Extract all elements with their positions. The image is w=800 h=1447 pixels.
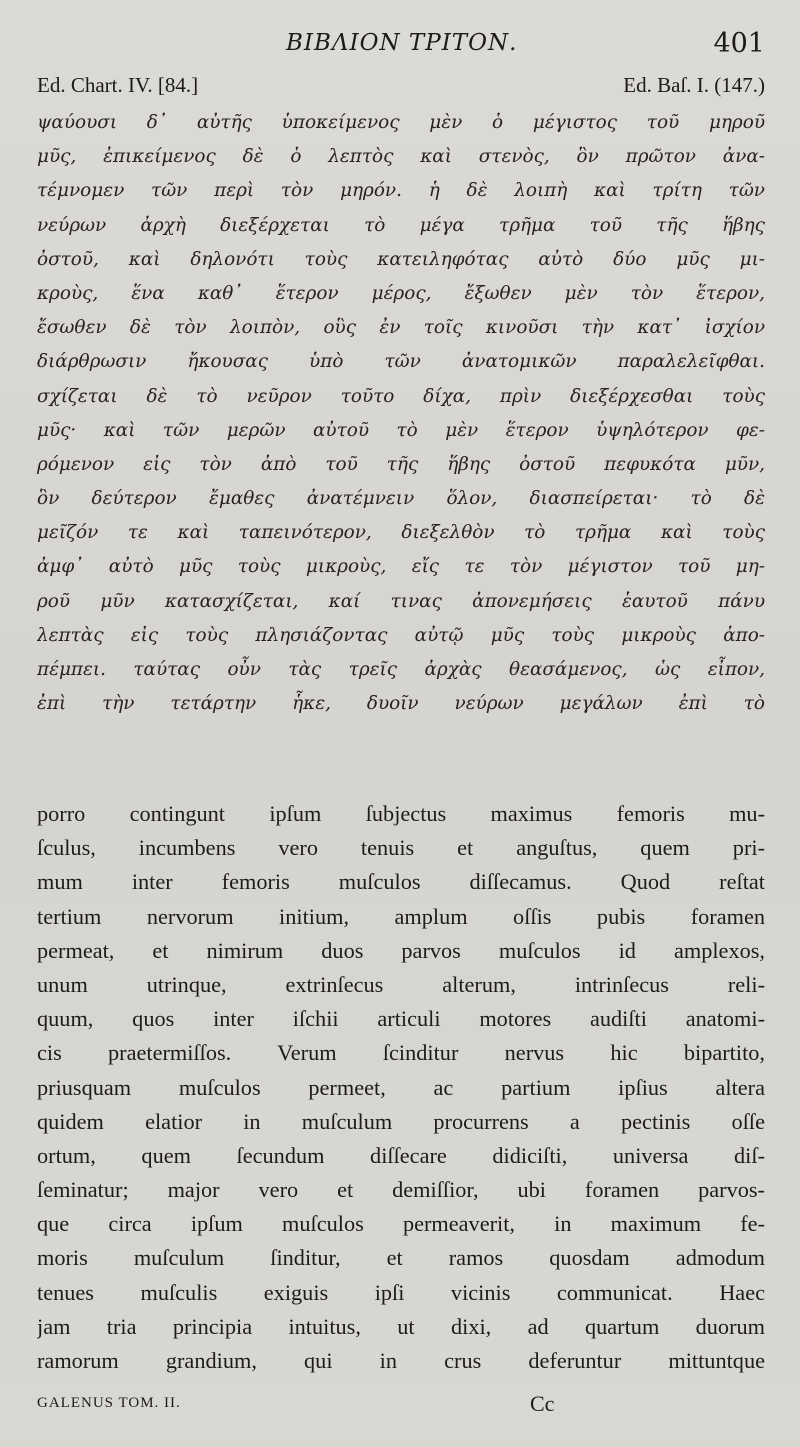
latin-text-line: ramorum grandium, qui in crus deferuntur mittuntque: [37, 1348, 765, 1373]
greek-text-line: ρόμενον εἰς τὸν ἀπὸ τοῦ τῆς ἥβης ὀστοῦ πεφυκότα μῦν,: [37, 453, 765, 475]
latin-text-line: ſculus, incumbens vero tenuis et anguſtus, quem pri-: [37, 835, 765, 861]
page-footer: [37, 1393, 765, 1421]
latin-text-line: unum utrinque, extrinſecus alterum, intrinſecus reli-: [37, 971, 765, 997]
greek-text-line: λεπτὰς εἰς τοὺς πλησιάζοντας αὐτῷ μῦς τοὺς μικροὺς ἀπο-: [37, 624, 765, 646]
edition-reference-chart: Ed. Chart. IV. [84.]: [37, 73, 199, 97]
latin-text-line: quidem elatior in muſculum procurrens a pectinis oſſe: [37, 1108, 765, 1134]
running-head: [0, 30, 800, 60]
latin-text-line: quum, quos inter iſchii articuli motores audiſti anatomi-: [37, 1006, 765, 1032]
edition-references: [37, 73, 765, 101]
greek-text-line: μεῖζόν τε καὶ ταπεινότερον, διεξελθὸν τὸ τρῆμα καὶ τοὺς: [37, 522, 765, 544]
latin-text-line: tertium nervorum initium, amplum oſſis pubis foramen: [37, 903, 765, 929]
greek-text-line: σχίζεται δὲ τὸ νεῦρον τοῦτο δίχα, πρὶν διεξέρχεσθαι τοὺς: [37, 385, 765, 407]
greek-text-line: ψαύουσι δ᾽ αὐτῆς ὑποκείμενος μὲν ὁ μέγιστος τοῦ μηροῦ: [37, 112, 765, 133]
greek-text-line: νεύρων ἀρχὴ διεξέρχεται τὸ μέγα τρῆμα τοῦ τῆς ἥβης: [37, 214, 765, 236]
latin-text-line: jam tria principia intuitus, ut dixi, ad quartum duorum: [37, 1313, 765, 1339]
greek-text-line: πέμπει. ταύτας οὖν τὰς τρεῖς ἀρχὰς θεασάμενος, ὡς εἶπον,: [37, 659, 765, 680]
latin-text-line: ortum, quem ſecundum diſſecare didiciſti, universa diſ-: [37, 1142, 765, 1168]
latin-text-line: ſeminatur; major vero et demiſſior, ubi foramen parvos-: [37, 1177, 765, 1203]
greek-text-line: ὃν δεύτερον ἔμαθες ἀνατέμνειν ὅλον, διασπείρεται· τὸ δὲ: [37, 488, 765, 510]
footer-signature: GALENUS TOM. II.: [37, 1395, 181, 1411]
latin-text-line: que circa ipſum muſculos permeaverit, in maximum fe-: [37, 1211, 765, 1237]
latin-text-line: priusquam muſculos permeet, ac partium ipſius altera: [37, 1074, 765, 1100]
greek-text-line: διάρθρωσιν ἤκουσας ὑπὸ τῶν ἀνατομικῶν παραλελεῖφθαι.: [37, 351, 765, 373]
latin-text-line: tenues muſculis exiguis ipſi vicinis communicat. Haec: [37, 1279, 765, 1305]
greek-text-line: ὀστοῦ, καὶ δηλονότι τοὺς κατειληφότας αὐτὸ δύο μῦς μι-: [37, 248, 765, 270]
latin-text-line: permeat, et nimirum duos parvos muſculos id amplexos,: [37, 937, 765, 963]
latin-text-line: moris muſculum ſinditur, et ramos quosdam admodum: [37, 1245, 765, 1271]
edition-reference-basel: Ed. Baſ. I. (147.): [623, 73, 765, 97]
latin-text-line: porro contingunt ipſum ſubjectus maximus femoris mu-: [37, 801, 765, 826]
greek-text-line: ἔσωθεν δὲ τὸν λοιπὸν, οὓς ἐν τοῖς κινοῦσι τὴν κατ᾽ ἰσχίον: [37, 317, 765, 339]
greek-text-line: μῦς· καὶ τῶν μερῶν αὐτοῦ τὸ μὲν ἕτερον ὑψηλότερον φε-: [37, 419, 765, 441]
running-title: ΒΙΒΛΙΟΝ ΤΡΙΤΟΝ.: [286, 30, 518, 56]
greek-text-line: ροῦ μῦν κατασχίζεται, καί τινας ἀπονεμήσεις ἑαυτοῦ πάνυ: [37, 590, 765, 612]
latin-text-block: [37, 797, 765, 1378]
greek-text-line: ἐπὶ τὴν τετάρτην ἧκε, δυοῖν νεύρων μεγάλων ἐπὶ τὸ: [37, 693, 765, 715]
signature-mark: Cc: [530, 1391, 555, 1416]
latin-text-line: mum inter femoris muſculos diſſecamus. Quod reſtat: [37, 869, 765, 895]
greek-text-line: ἀμφ᾽ αὐτὸ μῦς τοὺς μικροὺς, εἴς τε τὸν μέγιστον τοῦ μη-: [37, 556, 765, 578]
greek-text-line: κροὺς, ἕνα καθ᾽ ἕτερον μέρος, ἔξωθεν μὲν τὸν ἕτερον,: [37, 282, 765, 304]
page-number: 401: [713, 28, 765, 59]
greek-text-line: μῦς, ἐπικείμενος δὲ ὁ λεπτὸς καὶ στενὸς, ὃν πρῶτον ἀνα-: [37, 146, 765, 168]
latin-text-line: cis praetermiſſos. Verum ſcinditur nervus hic bipartito,: [37, 1040, 765, 1066]
greek-text-block: [37, 106, 765, 721]
greek-text-line: τέμνομεν τῶν περὶ τὸν μηρόν. ἡ δὲ λοιπὴ καὶ τρίτη τῶν: [37, 180, 765, 202]
